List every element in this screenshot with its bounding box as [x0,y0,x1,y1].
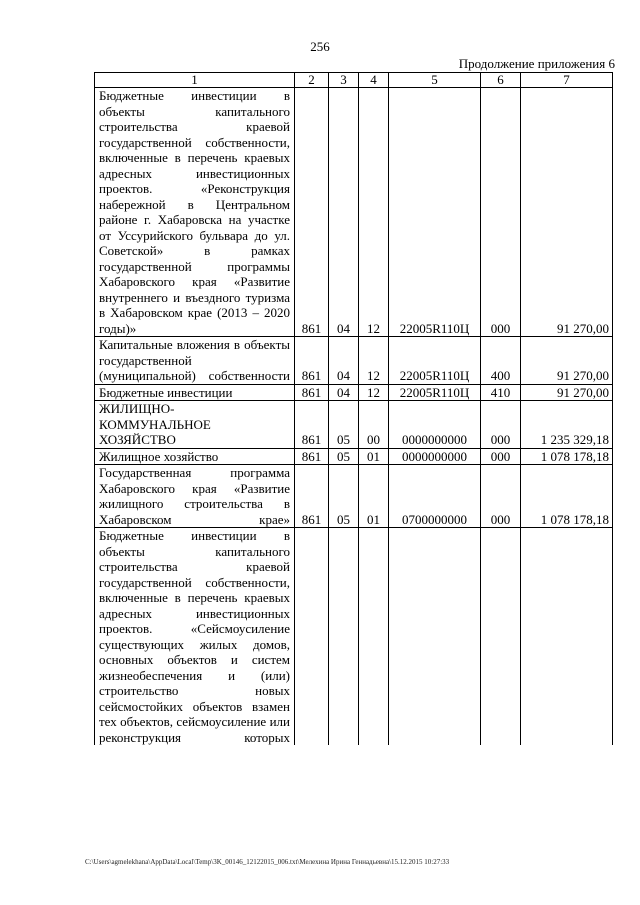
cell-target-article: 0700000000 [389,465,481,528]
cell-subsection: 12 [359,88,389,337]
header-cell: 5 [389,73,481,88]
cell-subsection: 01 [359,465,389,528]
cell-ministry: 861 [295,465,329,528]
cell-target-article [389,528,481,746]
cell-section [329,528,359,746]
table-row [95,88,613,337]
cell-ministry: 861 [295,337,329,385]
row-name: Жилищное хозяйство [95,448,295,465]
table-row [95,401,613,449]
row-name: Бюджетные инвестиции в объекты капитального строительства краевой государственной собственности, включенные в перечень краевых адресных инвестиционных проектов. «Реконструкция набережной в Центральном районе г. Хабаровска на участке от Уссурийского бульвара до ул. Советской» в рамках государственной программы Хабаровского края «Развитие внутреннего и въездного туризма в Хабаровском крае (2013 – 2020 годы)» [95,88,295,337]
cell-target-article: 22005R110Ц [389,384,481,401]
cell-expense-type: 000 [481,448,521,465]
cell-ministry: 861 [295,384,329,401]
cell-section: 04 [329,88,359,337]
cell-section: 05 [329,448,359,465]
appendix-note: Продолжение приложения 6 [458,56,615,71]
cell-expense-type [481,528,521,746]
cell-target-article: 22005R110Ц [389,88,481,337]
header-cell: 3 [329,73,359,88]
cell-subsection [359,528,389,746]
cell-section: 05 [329,401,359,449]
table-row [95,448,613,465]
table-header-row [95,73,613,88]
cell-section: 04 [329,337,359,385]
footer-file-path: C:\Users\agmelekhana\AppData\Local\Temp\3K_00146_12122015_006.txt\Мелехина Ирина Геннадьевна\15.12.2015 10:27:33 [85,858,450,866]
cell-ministry: 861 [295,448,329,465]
cell-ministry [295,528,329,746]
cell-section: 04 [329,384,359,401]
cell-subsection: 00 [359,401,389,449]
cell-amount: 1 078 178,18 [521,465,613,528]
cell-expense-type: 400 [481,337,521,385]
cell-expense-type: 000 [481,465,521,528]
cell-ministry: 861 [295,401,329,449]
cell-amount [521,528,613,746]
cell-subsection: 12 [359,384,389,401]
cell-section: 05 [329,465,359,528]
cell-expense-type: 410 [481,384,521,401]
table-row [95,528,613,746]
cell-amount: 91 270,00 [521,337,613,385]
header-cell: 1 [95,73,295,88]
page-number: 256 [310,39,330,54]
header-cell: 7 [521,73,613,88]
cell-expense-type: 000 [481,401,521,449]
cell-target-article: 0000000000 [389,448,481,465]
table-row [95,337,613,385]
cell-amount: 1 078 178,18 [521,448,613,465]
table-row [95,384,613,401]
table-row [95,465,613,528]
cell-expense-type: 000 [481,88,521,337]
cell-target-article: 0000000000 [389,401,481,449]
cell-amount: 91 270,00 [521,88,613,337]
cell-amount: 91 270,00 [521,384,613,401]
cell-target-article: 22005R110Ц [389,337,481,385]
header-cell: 4 [359,73,389,88]
cell-amount: 1 235 329,18 [521,401,613,449]
row-name: Капитальные вложения в объекты государственной (муниципальной) собственности [95,337,295,385]
row-name: ЖИЛИЩНО-КОММУНАЛЬНОЕ ХОЗЯЙСТВО [95,401,295,449]
cell-ministry: 861 [295,88,329,337]
row-name: Государственная программа Хабаровского края «Развитие жилищного строительства в Хабаровском крае» [95,465,295,528]
cell-subsection: 01 [359,448,389,465]
budget-table [94,72,613,745]
header-cell: 6 [481,73,521,88]
row-name: Бюджетные инвестиции в объекты капитального строительства краевой государственной собственности, включенные в перечень краевых адресных инвестиционных проектов. «Сейсмоусиление существующих жилых домов, основных объектов и систем жизнеобеспечения и (или) строительство новых сейсмостойких объектов взамен тех объектов, сейсмоусиление или реконструкция которых [95,528,295,746]
row-name: Бюджетные инвестиции [95,384,295,401]
header-cell: 2 [295,73,329,88]
cell-subsection: 12 [359,337,389,385]
